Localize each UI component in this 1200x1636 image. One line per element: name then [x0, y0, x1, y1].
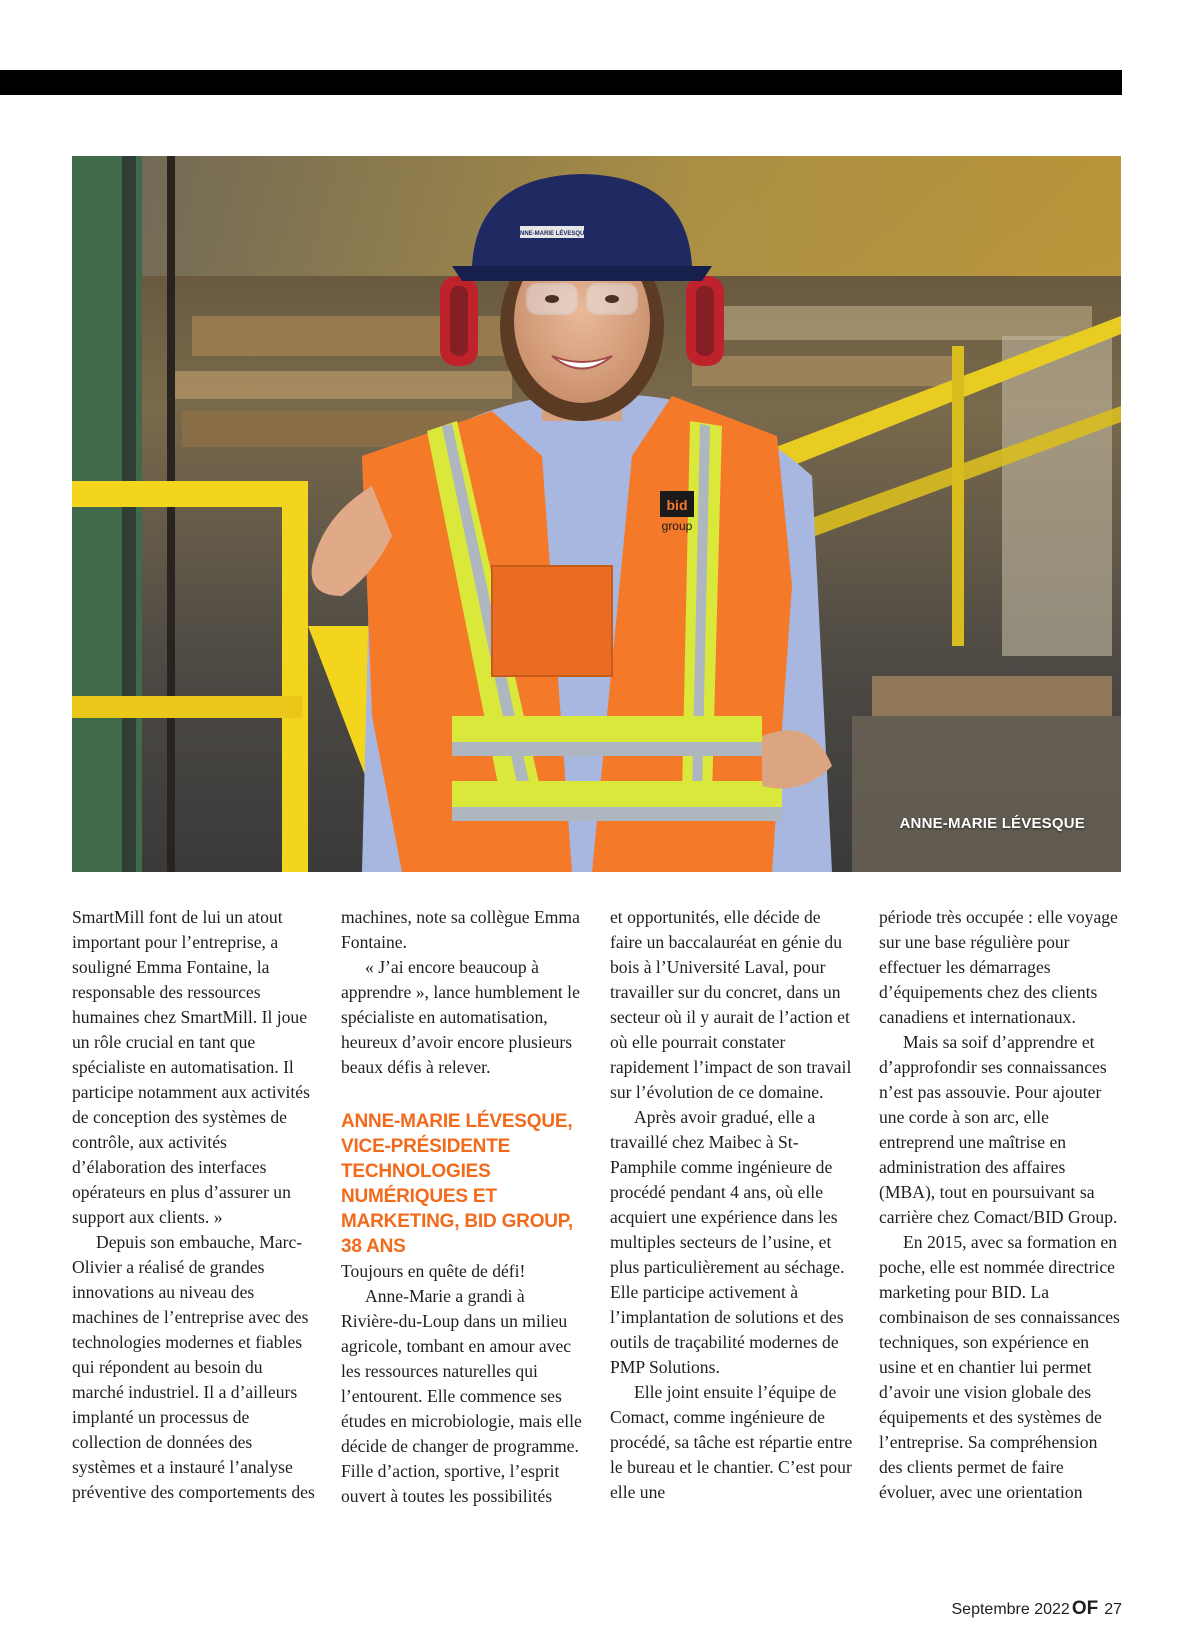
vest-logo-subtext: group: [661, 519, 693, 533]
photo-caption: ANNE-MARIE LÉVESQUE: [899, 815, 1085, 832]
paragraph: Toujours en quête de défi!: [341, 1261, 526, 1281]
vest-logo-text: bid: [666, 497, 688, 513]
paragraph: SmartMill font de lui un atout important pour l’entreprise, a souligné Emma Fontaine, la responsable des ressources humaines chez SmartMill. Il joue un rôle crucial en tant que spécialiste en automatisation. Il participe notamment aux activités de conception des systèmes de contrôle, aux activités d’élaboration des interfaces opérateurs en plus d’assurer un support aux clients. »: [72, 907, 310, 1227]
paragraph: période très occupée : elle voyage sur une base régulière pour effectuer les démarrages d’équipements chez des clients canadiens et internationaux.: [879, 907, 1118, 1027]
helmet-name-label: ANNE-MARIE LÉVESQUE: [515, 231, 589, 237]
paragraph: Mais sa soif d’apprendre et d’approfondir ses connaissances n’est pas assouvie. Pour ajouter une corde à son arc, elle entreprend une maîtrise en administration des affaires (MBA), tout en poursuivant sa carrière chez Comact/BID Group.: [879, 1032, 1118, 1227]
top-rule-bar: [0, 70, 1122, 95]
portrait-photo: [72, 156, 1121, 872]
page-number: 27: [1104, 1601, 1122, 1618]
magazine-logo: OF: [1071, 1598, 1099, 1619]
paragraph: En 2015, avec sa formation en poche, elle est nommée directrice marketing pour BID. La combinaison de ses connaissances techniques, son expérience en usine et en chantier lui permet d’avoir une vision globale des équipements et des systèmes de l’entreprise. Sa compréhension des clients permet de faire évoluer, avec une orientation: [879, 1232, 1120, 1502]
text-column-2: [341, 905, 585, 1555]
paragraph: Anne-Marie a grandi à Rivière-du-Loup dans un milieu agricole, tombant en amour avec les ressources naturelles qui l’entourent. Elle commence ses études en microbiologie, mais elle décide de changer de programme. Fille d’action, sportive, l’esprit ouvert à toutes les possibilités: [341, 1286, 582, 1506]
text-column-3: [610, 905, 854, 1555]
paragraph: Depuis son embauche, Marc-Olivier a réalisé de grandes innovations au niveau des machines de l’entreprise avec des technologies modernes et fiables qui répondent au besoin du marché industriel. Il a d’ailleurs implanté un processus de collection de données des systèmes et a instauré l’analyse préventive des comportements des: [72, 1232, 315, 1502]
article-body: [72, 905, 1125, 1555]
paragraph: « J’ai encore beaucoup à apprendre », lance humblement le spécialiste en automatisation, heureux d’avoir encore plusieurs beaux défis à relever.: [341, 957, 580, 1077]
paragraph: Elle joint ensuite l’équipe de Comact, comme ingénieure de procédé, sa tâche est répartie entre le bureau et le chantier. C’est pour elle une: [610, 1382, 853, 1502]
paragraph: Après avoir gradué, elle a travaillé chez Maibec à St-Pamphile comme ingénieure de procédé pendant 4 ans, où elle acquiert une expérience dans les multiples secteurs de l’usine, et plus particulièrement au séchage. Elle participe activement à l’implantation de solutions et des outils de traçabilité modernes de PMP Solutions.: [610, 1107, 845, 1377]
issue-date: Septembre 2022: [951, 1601, 1070, 1618]
paragraph: machines, note sa collègue Emma Fontaine.: [341, 907, 580, 952]
paragraph: et opportunités, elle décide de faire un baccalauréat en génie du bois à l’Université Laval, pour travailler sur du concret, dans un secteur où il y aurait de l’action et où elle pourrait constater rapidement l’impact de son travail sur l’évolution de ce domaine.: [610, 907, 852, 1102]
photo-illustration: [72, 156, 1121, 872]
page-footer: [952, 1598, 1123, 1620]
text-column-1: [72, 905, 316, 1555]
section-heading: ANNE-MARIE LÉVESQUE, VICE-PRÉSIDENTE TECHNOLOGIES NUMÉRIQUES ET MARKETING, BID GROUP, 38 ANS: [341, 1111, 573, 1257]
text-column-4: [879, 905, 1123, 1555]
